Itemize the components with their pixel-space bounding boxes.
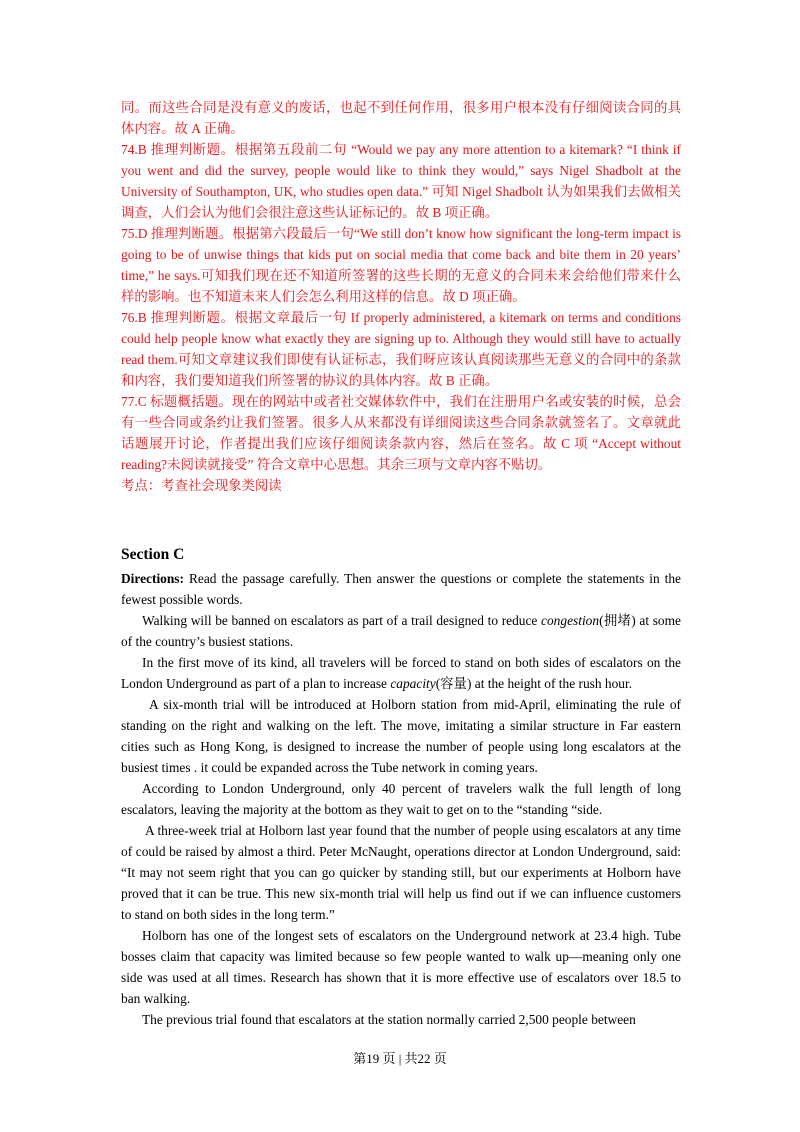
directions-label: Directions: [121,571,184,586]
paragraph-2-text-b: (容量) at the height of the rush hour. [435,676,633,691]
answer-explanations [121,97,681,496]
section-title: Section C [121,546,185,563]
answer-75: 75.D 推理判断题。根据第六段最后一句“We still don’t know how significant the long-term impact is going to be of unwise things that kids put on social media that come back and bite them in 20 years’ time,” he says.可知我们现在还不知道所签署的这些长期的无意义的合同未来会给他们带来什么样的影响。也不知道未来人们会怎么利用这样的信息。故 D 项正确。 [121,226,681,304]
term-congestion: congestion [541,613,600,628]
paragraph-6: Holborn has one of the longest sets of escalators on the Underground network at 23.4 high. Tube bosses claim that capacity was limited because so few people wanted to walk up—meaning only one side was used at all times. Research has shown that it is more effective use of escalators over 18.5 to ban walking. [121,928,681,1006]
paragraph-2-text-a: In the first move of its kind, all travelers will be forced to stand on both sides of escalators on the London Underground as part of a plan to increase [121,655,681,691]
paragraph-7: The previous trial found that escalators at the station normally carried 2,500 people between [142,1012,636,1027]
directions-text: Read the passage carefully. Then answer the questions or complete the statements in the fewest possible words. [121,571,681,607]
answer-77: 77.C 标题概括题。现在的网站中或者社交媒体软件中，我们在注册用户名或安装的时候，总会有一些合同或条约让我们签署。很多人从来都没有详细阅读这些合同条款就签名了。文章就此话题展开讨论，作者提出我们应该仔细阅读条款内容，然后在签名。故 C 项 “Accept without reading?未阅读就接受” 符合文章中心思想。其余三项与文章内容不贴切。 [121,394,681,472]
answer-73-continuation: 同。而这些合同是没有意义的废话，也起不到任何作用，很多用户根本没有仔细阅读合同的具体内容。故 A 正确。 [121,100,681,136]
paragraph-1 [121,610,681,652]
term-capacity: capacity [390,676,436,691]
answer-74: 74.B 推理判断题。根据第五段前二句 “Would we pay any more attention to a kitemark? “I think if you went and did the survey, people would like to think they would,” says Nigel Shadbolt at the University of Southampton, UK, who studies open data.” 可知 Nigel Shadbolt 认为如果我们去做相关调查，人们会认为他们会很注意这些认证标记的。故 B 项正确。 [121,142,681,220]
exam-point: 考点：考查社会现象类阅读 [121,478,282,493]
paragraph-1-text-a: Walking will be banned on escalators as part of a trail designed to reduce [142,613,542,628]
answer-76: 76.B 推理判断题。根据文章最后一句 If properly administered, a kitemark on terms and conditions could help people know what exactly they are signing up to. Although they would still have to actually read them.可知文章建议我们即使有认证标志，我们呀应该认真阅读那些无意义的合同中的条款和内容，我们要知道我们所签署的协议的具体内容。故 B 正确。 [121,310,681,388]
paragraph-5: A three-week trial at Holborn last year found that the number of people using escalators at any time of could be raised by almost a third. Peter McNaught, operations director at London Underground, said: “It may not seem right that you can go quicker by standing still, but our experiments at Holborn have proved that it can be true. This new six-month trial will help us find out if we can influence customers to stand on both sides in the long term.” [121,823,681,922]
page-footer: 第19 页 | 共22 页 [353,1051,447,1066]
paragraph-1-text-b: (拥堵) at some of the country’s busiest stations. [121,613,681,649]
paragraph-4: According to London Underground, only 40 percent of travelers walk the full length of long escalators, leaving the majority at the bottom as they wait to get on to the “standing “side. [121,781,681,817]
passage [121,568,681,1030]
directions [121,568,681,610]
paragraph-3: A six-month trial will be introduced at Holborn station from mid-April, eliminating the rule of standing on the right and walking on the left. The move, imitating a similar structure in Far eastern cities such as Hong Kong, is designed to increase the number of people using long escalators at the busiest times . it could be expanded across the Tube network in coming years. [121,697,681,775]
paragraph-2 [121,652,681,694]
